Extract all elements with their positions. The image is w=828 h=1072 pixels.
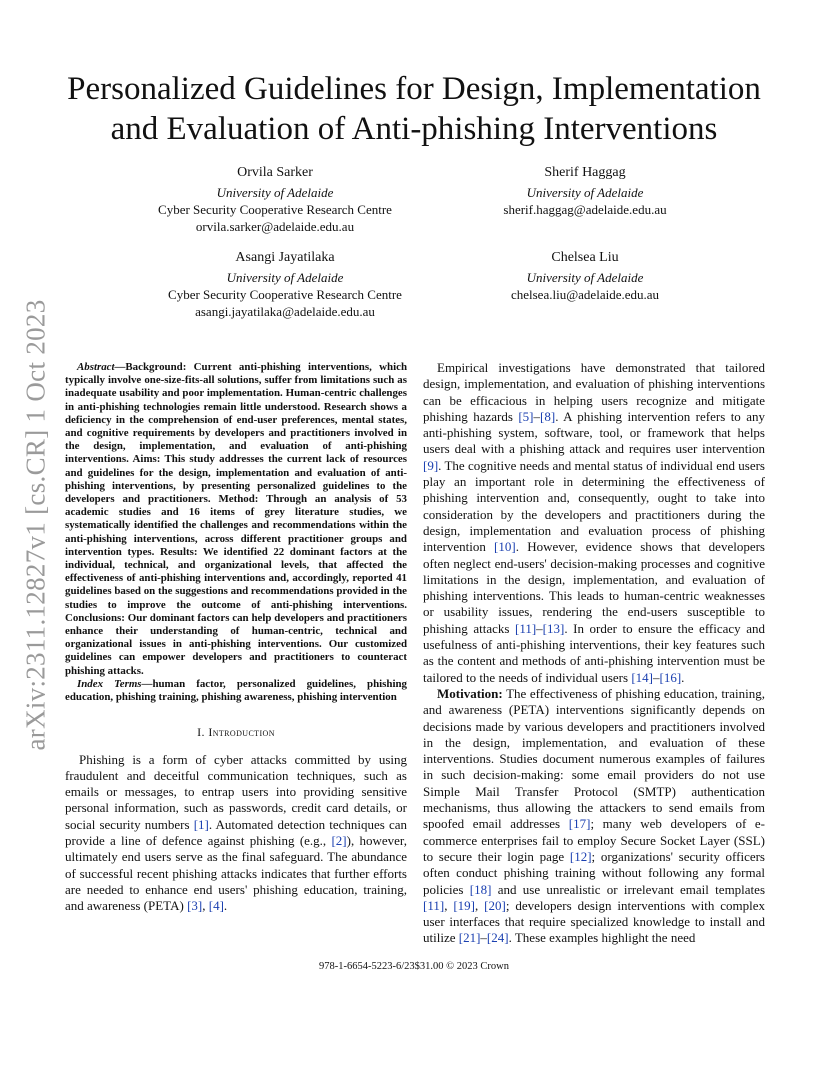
citation-link[interactable]: [24] (486, 930, 509, 946)
citation-link[interactable]: [9] (423, 457, 439, 473)
author-block-2 (460, 164, 710, 218)
author-block-4 (460, 249, 710, 303)
author-name: Asangi Jayatilaka (235, 250, 335, 265)
citation-link[interactable]: [14] (631, 669, 653, 685)
arxiv-stamp (14, 295, 58, 755)
author-name: Chelsea Liu (551, 250, 619, 265)
citation-link[interactable]: [17] (568, 816, 591, 832)
author-name: Sherif Haggag (544, 165, 626, 180)
citation-link[interactable]: [10] (494, 539, 516, 555)
author-affiliation: University of Adelaide (526, 270, 644, 285)
paper-title: Personalized Guidelines for Design, Implementation and Evaluation of Anti-phishing Interventions (67, 71, 761, 147)
citation-link[interactable]: [1] (193, 816, 209, 832)
body-paragraph: Empirical investigations have demonstrated that tailored design, implementation, and evaluation of phishing interventions can be efficacious in helping users recognize and mitigate phishing hazards [5]–[8]. A phishing intervention refers to any anti-phishing system, software, tool, or framework that helps users deal with a phishing attack and requires user intervention [9]. The cognitive needs and mental status of individual end users play an important role in determining the effectiveness of phishing intervention and, consequently, ought to take into consideration by the developers and practitioners during the design, implementation and evaluation process of phishing intervention [10]. However, evidence shows that developers often neglect end-users' decision-making processes and cognitive limitations in the design, implementation, and evaluation of phishing interventions. This leads to human-centric weaknesses or usability issues, rendering the end-users susceptible to phishing attacks [11]–[13]. In order to ensure the efficacy and usefulness of anti-phishing interventions, their key features such as the content and methods of anti-phishing intervention must be tailored to the needs of individual users [14]–[16]. (423, 360, 766, 685)
author-block-3 (140, 249, 430, 320)
abstract-label: Abstract (77, 361, 115, 373)
citation-link[interactable]: [3] (187, 898, 203, 914)
author-affiliation: University of Adelaide (226, 270, 344, 285)
author-email: orvila.sarker@adelaide.edu.au (195, 219, 355, 234)
author-affiliation: University of Adelaide (526, 185, 644, 200)
author-name: Orvila Sarker (237, 165, 313, 180)
citation-link[interactable]: [12] (569, 848, 592, 864)
abstract-text: —Background: Current anti-phishing interventions, which typically involve one-size-fits-all solutions, suffer from limitations such as inadequate usability and poor implementation. Human-centric challenges in anti-phishing technologies remain little understood. Research shows a deficiency in the comprehension of end-user preferences, mental states, and cognitive requirements by developers and practitioners involved in the design, implementation, and evaluation of anti-phishing interventions. Aims: This study addresses the current lack of resources and guidelines for the design, implementation and evaluation of anti-phishing interventions, by presenting personalized guidelines to the developers and practitioners. Method: Through an analysis of 53 academic studies and 16 items of grey literature studies, we systematically identified the challenges and recommendations within the anti-phishing interventions, across different practitioner groups and intervention types. Results: We identified 22 dominant factors at the individual, technical, and organizational levels, that affected the effectiveness of anti-phishing interventions and, accordingly, reported 41 guidelines based on the suggestions and recommendations provided in the studies to improve the outcome of anti-phishing interventions. Conclusions: Our dominant factors can help developers and practitioners enhance their understanding of human-centric, technical and organizational issues in anti-phishing interventions. Our customized guidelines can empower developers and practitioners to counteract phishing attacks. (65, 361, 407, 677)
citation-link[interactable]: [2] (331, 833, 347, 849)
citation-link[interactable]: [16] (659, 669, 682, 685)
citation-link[interactable]: [19] (453, 897, 476, 913)
section-number: I. (197, 725, 205, 740)
arxiv-identifier: arXiv:2311.12827v1 [cs.CR] 1 Oct 2023 (20, 299, 51, 751)
author-email: asangi.jayatilaka@adelaide.edu.au (195, 304, 375, 319)
citation-link[interactable]: [4] (208, 898, 224, 914)
copyright-footer: 978-1-6654-5223-6/23$31.00 © 2023 Crown (319, 961, 509, 972)
citation-link[interactable]: [20] (484, 897, 506, 913)
motivation-label: Motivation: (437, 685, 503, 701)
intro-paragraph: Phishing is a form of cyber attacks committed by using fraudulent and deceitful communication techniques, such as emails or messages, to entrap users into providing sensitive personal information, such as passwords, credit card details, or social security numbers [1]. Automated detection techniques can provide a line of defence against phishing (e.g., [2]), however, ultimately end users serve as the final safeguard. The abundance of successful recent phishing attacks indicates that further efforts are needed to enhance end users' phishing education, training, and awareness (PETA) [3], [4]. (65, 751, 408, 914)
index-terms-label: Index Terms (77, 677, 142, 690)
section-heading (65, 726, 407, 739)
citation-link[interactable]: [13] (542, 620, 565, 636)
motivation-paragraph: Motivation: The effectiveness of phishing education, training, and awareness (PETA) interventions significantly depends on decisions made by various developers and practitioners involved in the design, implementation, and evaluation of these interventions. Studies document numerous examples of failures in such decision-making: some email providers do not use Simple Mail Transfer Protocol (SMTP) authentication mechanisms, thus allowing the attackers to send emails from spoofed email addresses [17]; many web developers of e-commerce enterprises fail to employ Secure Socket Layer (SSL) to secure their login page [12]; organizations' security officers often conduct phishing training without following any formal policies [18] and use unrealistic or irrelevant email templates [11], [19], [20]; developers design interventions with complex user interfaces that require specialized knowledge to install and utilize [21]–[24]. These examples highlight the need (423, 685, 766, 946)
citation-link[interactable]: [11] (423, 897, 445, 913)
right-column (423, 360, 765, 947)
abstract (65, 361, 407, 678)
author-block-1 (140, 164, 410, 235)
citation-link[interactable]: [21] (458, 930, 481, 946)
section-title: Introduction (208, 725, 275, 740)
author-email: chelsea.liu@adelaide.edu.au (510, 287, 660, 302)
author-organization: Cyber Security Cooperative Research Centre (168, 287, 402, 302)
index-terms (65, 678, 407, 704)
author-organization: Cyber Security Cooperative Research Centre (158, 202, 392, 217)
citation-link[interactable]: [5] (518, 408, 534, 424)
citation-link[interactable]: [18] (469, 881, 492, 897)
index-terms-text: —human factor, personalized guidelines, phishing education, phishing training, phishing awareness, phishing intervention (65, 677, 407, 704)
author-email: sherif.haggag@adelaide.edu.au (503, 202, 667, 217)
left-column (65, 361, 407, 915)
citation-link[interactable]: [8] (540, 408, 556, 424)
citation-link[interactable]: [11] (514, 620, 537, 636)
author-affiliation: University of Adelaide (216, 185, 334, 200)
